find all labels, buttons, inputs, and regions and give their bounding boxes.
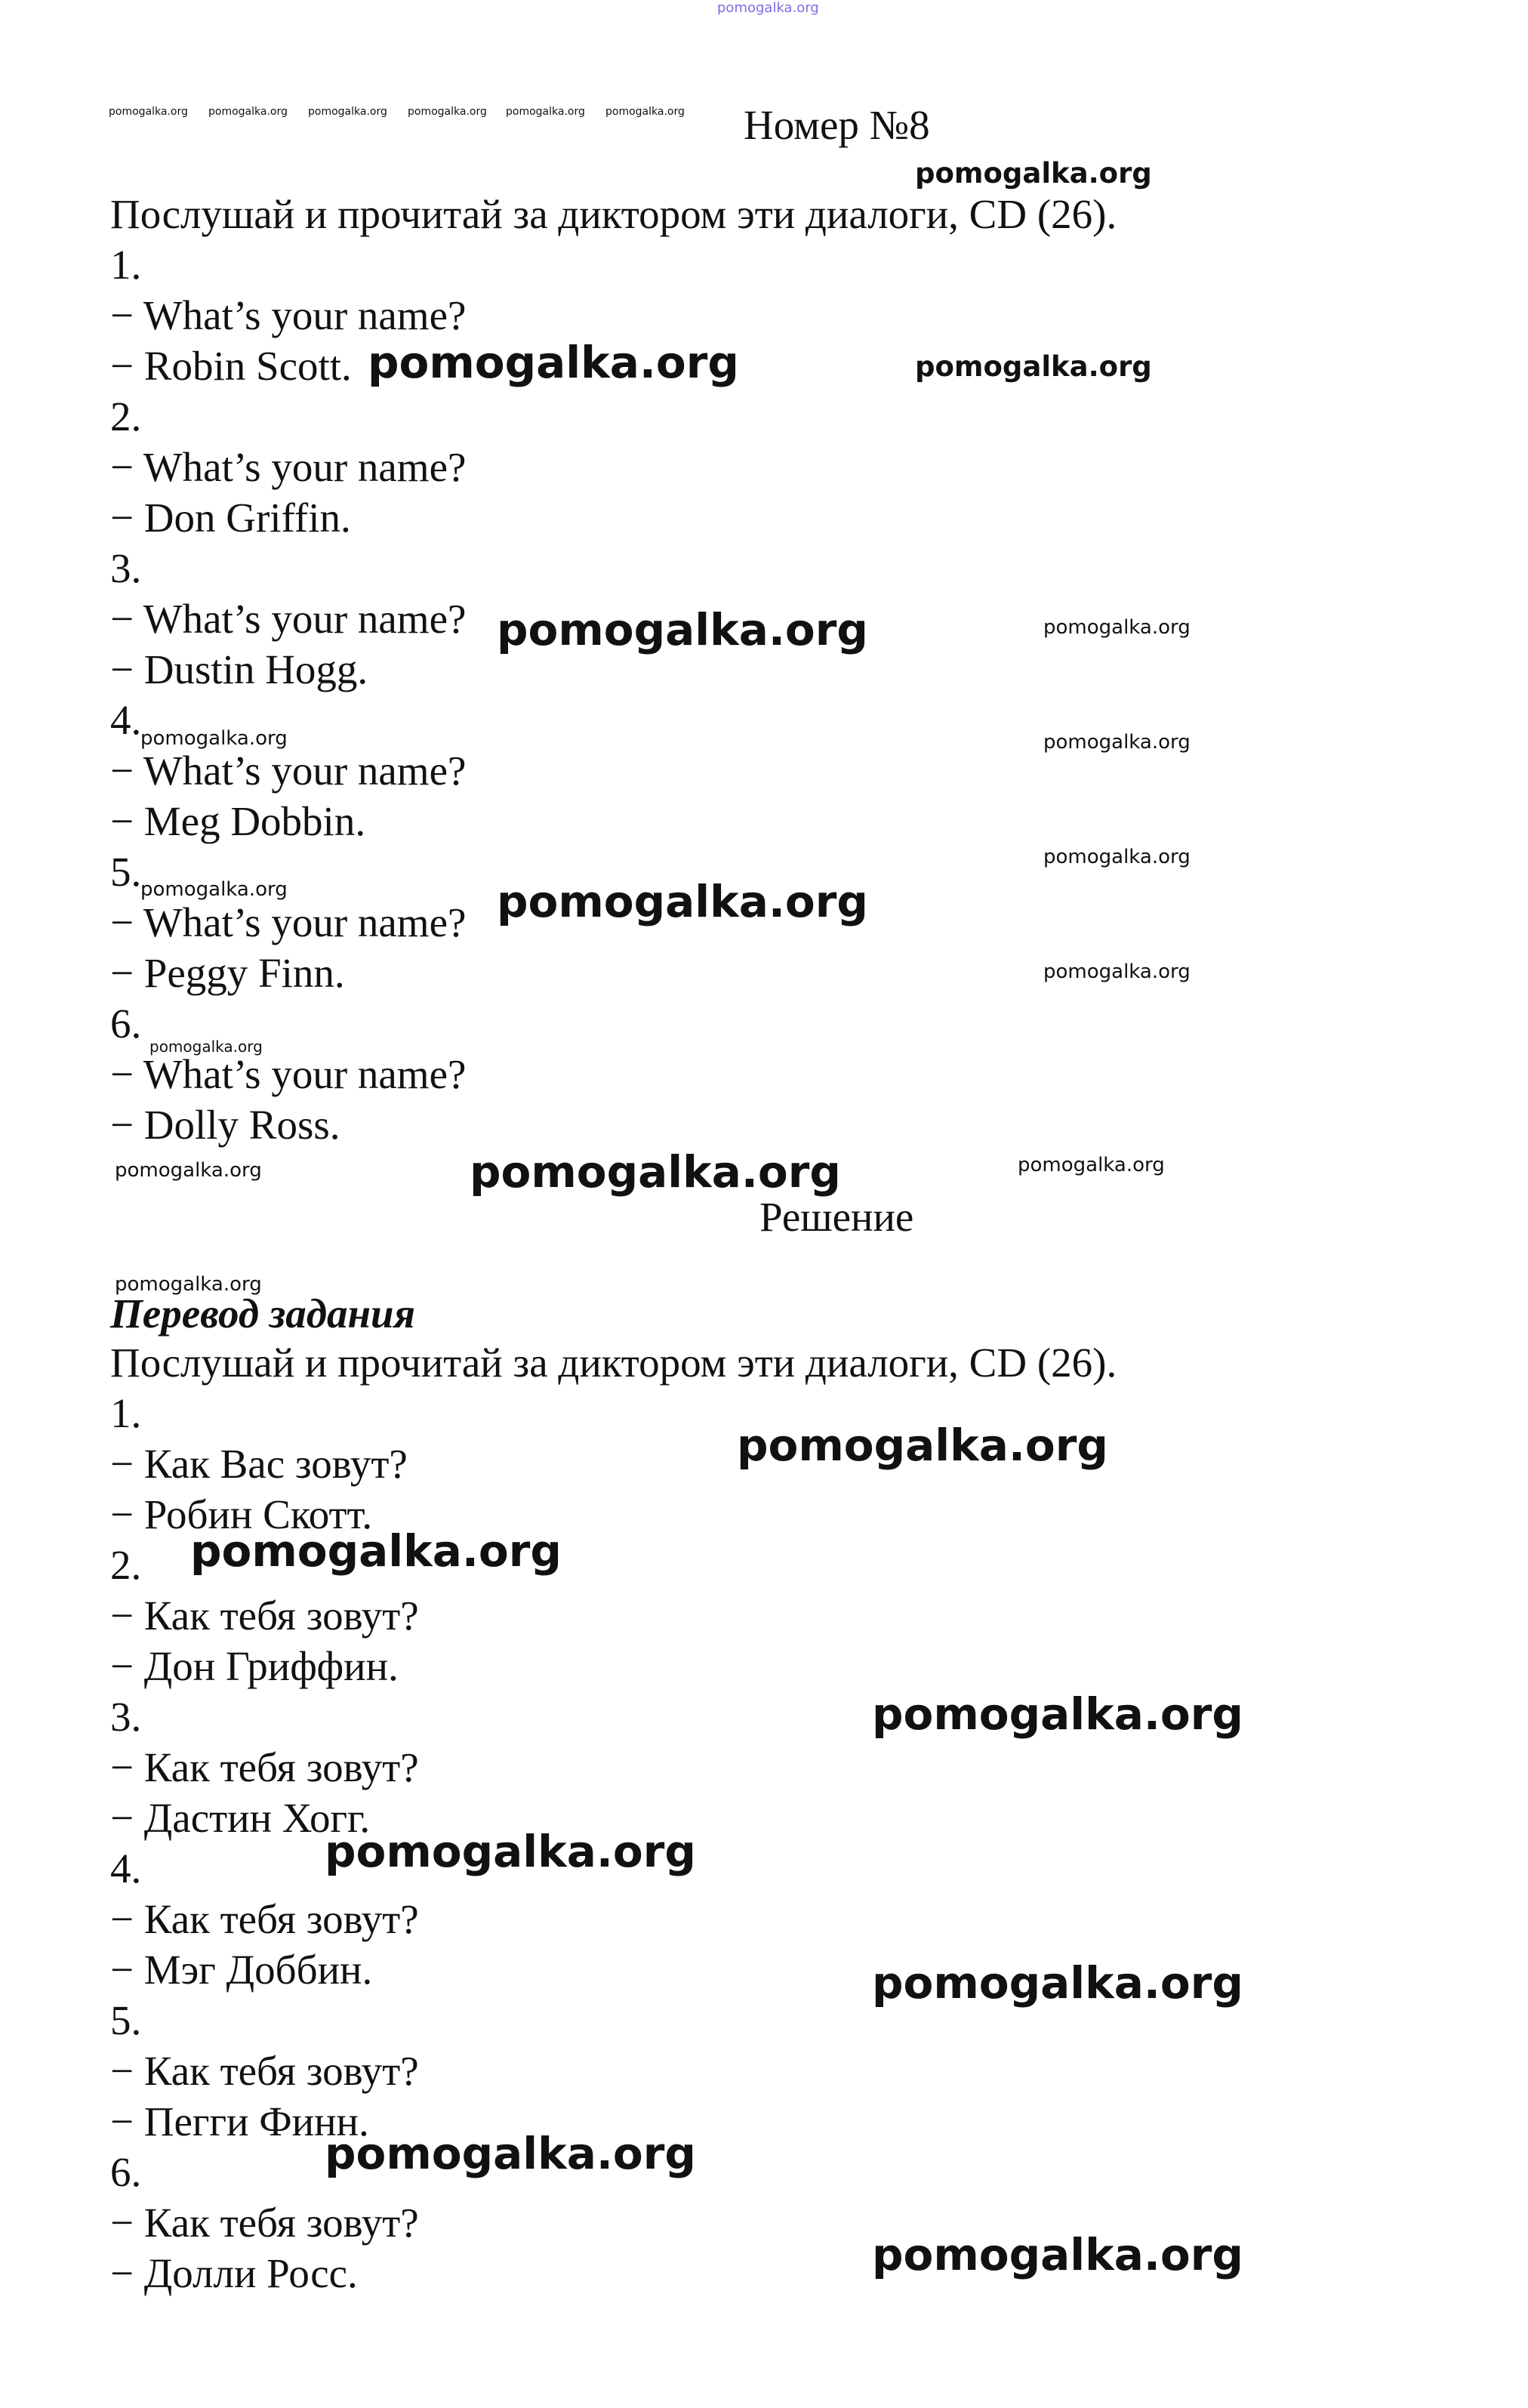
watermark: pomogalka.org [872, 1957, 1243, 2009]
watermark-small: pomogalka.org [506, 106, 585, 118]
dialogue-question: − What’s your name? [110, 292, 467, 338]
dialogue-question: − Как тебя зовут? [110, 1592, 419, 1639]
watermark: pomogalka.org [497, 876, 868, 927]
watermark: pomogalka.org [190, 1525, 562, 1577]
watermark-small: pomogalka.org [208, 106, 288, 118]
dialogue-question: − Как тебя зовут? [110, 1896, 419, 1942]
watermark-small: pomogalka.org [308, 106, 387, 118]
watermark: pomogalka.org [140, 727, 288, 750]
dialogue-number: 6. [110, 1001, 142, 1047]
watermark-small: pomogalka.org [605, 106, 685, 118]
dialogue-answer: − Пегги Финн. [110, 2098, 369, 2144]
dialogue-number: 2. [110, 1542, 142, 1588]
watermark: pomogalka.org [1018, 1154, 1165, 1176]
dialogue-answer: − Робин Скотт. [110, 1491, 373, 1537]
watermark-top: pomogalka.org [717, 0, 819, 16]
dialogue-number: 1. [110, 1390, 142, 1436]
dialogue-question: − What’s your name? [110, 899, 467, 945]
translation-task-text: Послушай и прочитай за диктором эти диалоги, CD (26). [110, 1340, 1117, 1386]
watermark-small: pomogalka.org [109, 106, 188, 118]
watermark: pomogalka.org [1043, 616, 1191, 639]
watermark: pomogalka.org [915, 350, 1152, 383]
dialogue-question: − Как тебя зовут? [110, 2048, 419, 2094]
page-title: Номер №8 [744, 102, 930, 148]
dialogue-number: 4. [110, 1845, 142, 1892]
dialogue-question: − What’s your name? [110, 748, 467, 794]
watermark: pomogalka.org [497, 604, 868, 655]
dialogue-answer: − Dustin Hogg. [110, 646, 368, 692]
dialogue-number: 6. [110, 2149, 142, 2195]
watermark: pomogalka.org [872, 1688, 1243, 1740]
dialogue-answer: − Dolly Ross. [110, 1102, 340, 1148]
dialogue-answer: − Robin Scott. [110, 343, 352, 389]
dialogue-question: − Как тебя зовут? [110, 1744, 419, 1790]
dialogue-number: 5. [110, 1997, 142, 2043]
translation-heading: Перевод задания [110, 1290, 415, 1337]
watermark: pomogalka.org [115, 1159, 262, 1182]
watermark: pomogalka.org [1043, 731, 1191, 754]
dialogue-number: 3. [110, 545, 142, 591]
watermark: pomogalka.org [470, 1146, 841, 1198]
watermark-small: pomogalka.org [408, 106, 487, 118]
watermark: pomogalka.org [915, 157, 1152, 190]
dialogue-number: 3. [110, 1694, 142, 1740]
solution-label: Решение [759, 1194, 914, 1240]
dialogue-question: − What’s your name? [110, 444, 467, 490]
watermark: pomogalka.org [115, 1273, 262, 1296]
watermark: pomogalka.org [737, 1420, 1108, 1471]
watermark: pomogalka.org [872, 2229, 1243, 2280]
dialogue-answer: − Meg Dobbin. [110, 798, 366, 844]
dialogue-answer: − Долли Росс. [110, 2250, 358, 2296]
dialogue-question: − Как тебя зовут? [110, 2200, 419, 2246]
dialogue-answer: − Дон Гриффин. [110, 1643, 399, 1689]
watermark: pomogalka.org [1043, 846, 1191, 868]
dialogue-number: 4. [110, 697, 142, 743]
watermark: pomogalka.org [149, 1038, 263, 1056]
watermark: pomogalka.org [1043, 960, 1191, 983]
dialogue-answer: − Дастин Хогг. [110, 1795, 371, 1841]
task-text: Послушай и прочитай за диктором эти диалоги, CD (26). [110, 191, 1117, 237]
dialogue-question: − What’s your name? [110, 1051, 467, 1097]
dialogue-number: 5. [110, 849, 142, 895]
watermark: pomogalka.org [325, 2128, 696, 2179]
dialogue-answer: − Don Griffin. [110, 495, 351, 541]
watermark: pomogalka.org [368, 337, 739, 388]
watermark: pomogalka.org [325, 1826, 696, 1877]
dialogue-question: − Как Вас зовут? [110, 1441, 408, 1487]
dialogue-question: − What’s your name? [110, 596, 467, 642]
dialogue-number: 2. [110, 393, 142, 439]
watermark: pomogalka.org [140, 878, 288, 901]
dialogue-answer: − Мэг Доббин. [110, 1947, 373, 1993]
dialogue-answer: − Peggy Finn. [110, 950, 345, 996]
dialogue-number: 1. [110, 242, 142, 288]
